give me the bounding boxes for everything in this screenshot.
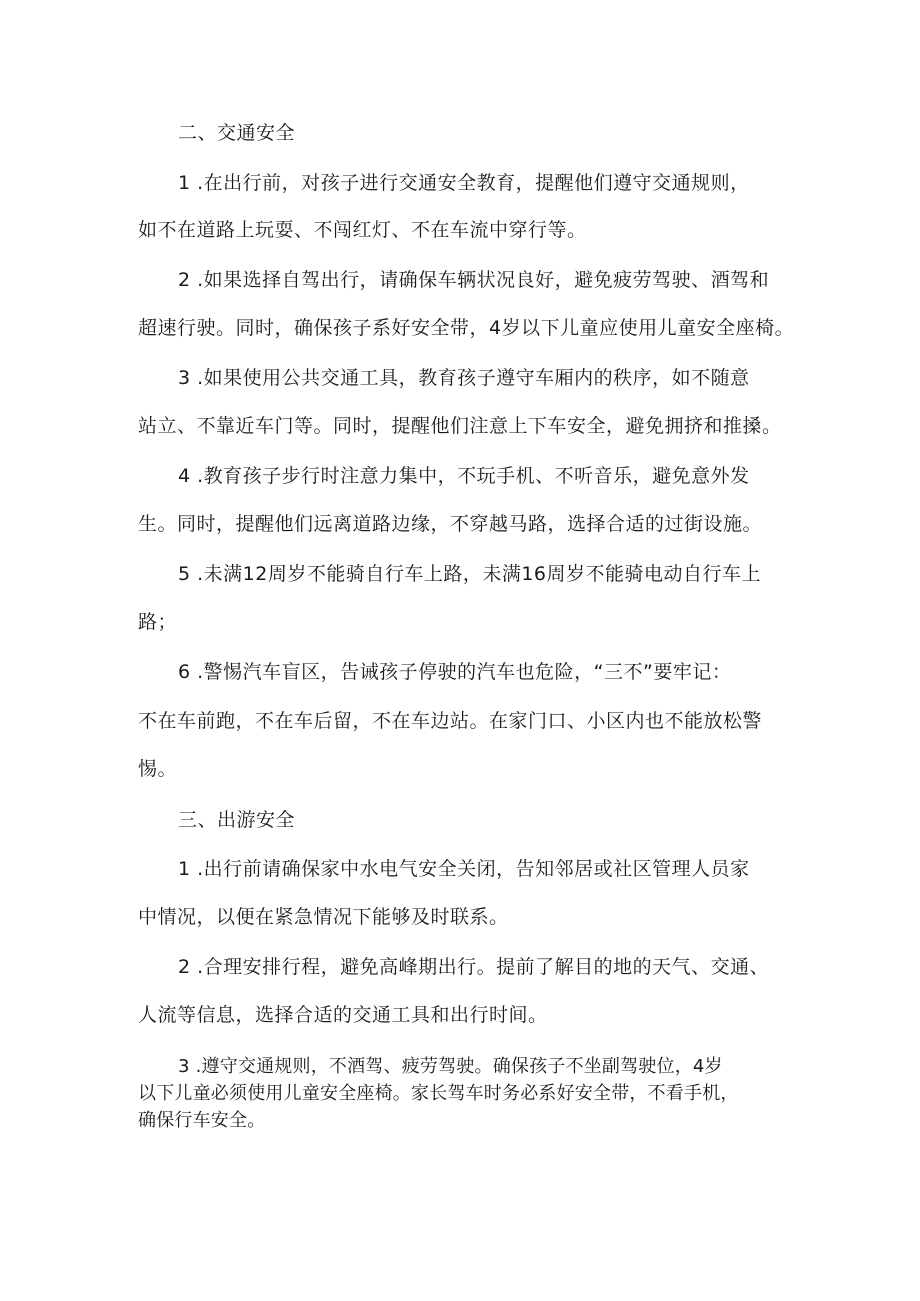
section-heading-outing: 三、出游安全 xyxy=(178,809,296,831)
item-6-line-2: 不在车前跑，不在车后留，不在车边站。在家门口、小区内也不能放松警 xyxy=(138,710,763,732)
item-5-line-1: 5 .未满12周岁不能骑自行车上路，未满16周岁不能骑电动自行车上 xyxy=(178,563,762,585)
item-2-line-2: 超速行驶。同时，确保孩子系好安全带，4岁以下儿童应使用儿童安全座椅。 xyxy=(138,317,795,339)
item-3-line-1: 3 .如果使用公共交通工具，教育孩子遵守车厢内的秩序，如不随意 xyxy=(178,367,750,389)
outing-item-1-line-2: 中情况，以便在紧急情况下能够及时联系。 xyxy=(138,906,509,928)
item-4-line-2: 生。同时，提醒他们远离道路边缘，不穿越马路，选择合适的过街设施。 xyxy=(138,513,763,535)
item-3-line-2: 站立、不靠近车门等。同时，提醒他们注意上下车安全，避免拥挤和推搡。 xyxy=(138,415,782,437)
outing-item-3-line-3: 确保行车安全。 xyxy=(138,1110,266,1131)
item-6-line-3: 惕。 xyxy=(138,758,178,780)
item-2-line-1: 2 .如果选择自驾出行，请确保车辆状况良好，避免疲劳驾驶、酒驾和 xyxy=(178,269,770,291)
item-1-line-2: 如不在道路上玩耍、不闯红灯、不在车流中穿行等。 xyxy=(138,219,587,241)
item-6-line-1: 6 .警惕汽车盲区，告诫孩子停驶的汽车也危险，“三不”要牢记： xyxy=(178,661,732,683)
outing-item-1-line-1: 1 .出行前请确保家中水电气安全关闭，告知邻居或社区管理人员家 xyxy=(178,858,750,880)
outing-item-2-line-1: 2 .合理安排行程，避免高峰期出行。提前了解目的地的天气、交通、 xyxy=(178,956,770,978)
outing-item-2-line-2: 人流等信息，选择合适的交通工具和出行时间。 xyxy=(138,1004,548,1026)
section-heading-traffic: 二、交通安全 xyxy=(178,122,296,144)
outing-item-3-line-1: 3 .遵守交通规则，不酒驾、疲劳驾驶。确保孩子不坐副驾驶位，4岁 xyxy=(178,1056,723,1077)
outing-item-3-line-2: 以下儿童必须使用儿童安全座椅。家长驾车时务必系好安全带，不看手机， xyxy=(138,1083,739,1104)
item-1-line-1: 1 .在出行前，对孩子进行交通安全教育，提醒他们遵守交通规则， xyxy=(178,172,750,194)
item-4-line-1: 4 .教育孩子步行时注意力集中，不玩手机、不听音乐，避免意外发 xyxy=(178,465,750,487)
item-5-line-2: 路； xyxy=(138,611,178,633)
